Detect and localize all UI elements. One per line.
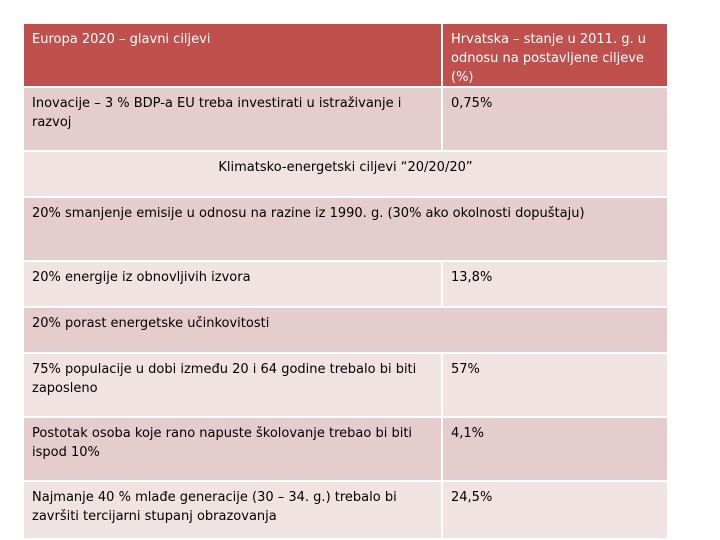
row-goal-text: Inovacije – 3 % BDP-a EU treba investirati u istraživanje i razvoj: [32, 96, 402, 130]
row-goal-text: Postotak osoba koje rano napuste školovanje trebao bi biti ispod 10%: [32, 426, 413, 460]
table-row-status: [443, 262, 669, 308]
table-row-status: [443, 354, 669, 418]
row-status-text: 24,5%: [451, 490, 493, 505]
header-status-text: Hrvatska – stanje u 2011. g. u odnosu na postavljene ciljeve (%): [451, 32, 646, 85]
section-title: Klimatsko-energetski ciljevi “20/20/20”: [218, 160, 473, 175]
row-status-text: 57%: [451, 362, 480, 377]
table-row-goal: [24, 308, 669, 354]
table-row-goal: [24, 482, 443, 540]
table-row-goal: [24, 418, 443, 482]
row-goal-text: 75% populacije u dobi između 20 i 64 godine trebalo bi biti zaposleno: [32, 362, 417, 396]
header-status-cell: [443, 24, 669, 88]
table-row-goal: [24, 198, 669, 262]
table-row-status: [443, 482, 669, 540]
table-row-goal: [24, 354, 443, 418]
row-status-text: 4,1%: [451, 426, 485, 441]
row-status-text: 13,8%: [451, 270, 493, 285]
header-goal-text: Europa 2020 – glavni ciljevi: [32, 32, 211, 47]
header-goal-cell: [24, 24, 443, 88]
row-goal-text: 20% porast energetske učinkovitosti: [32, 316, 270, 331]
row-status-text: 0,75%: [451, 96, 493, 111]
table-row-status: [443, 88, 669, 152]
row-goal-text: 20% smanjenje emisije u odnosu na razine iz 1990. g. (30% ako okolnosti dopuštaju): [32, 206, 585, 221]
table-row-goal: [24, 88, 443, 152]
section-row: [24, 152, 669, 198]
table-row-goal: [24, 262, 443, 308]
table-row-status: [443, 418, 669, 482]
row-goal-text: 20% energije iz obnovljivih izvora: [32, 270, 251, 285]
row-goal-text: Najmanje 40 % mlađe generacije (30 – 34. g.) trebalo bi završiti tercijarni stupanj obrazovanja: [32, 490, 397, 524]
